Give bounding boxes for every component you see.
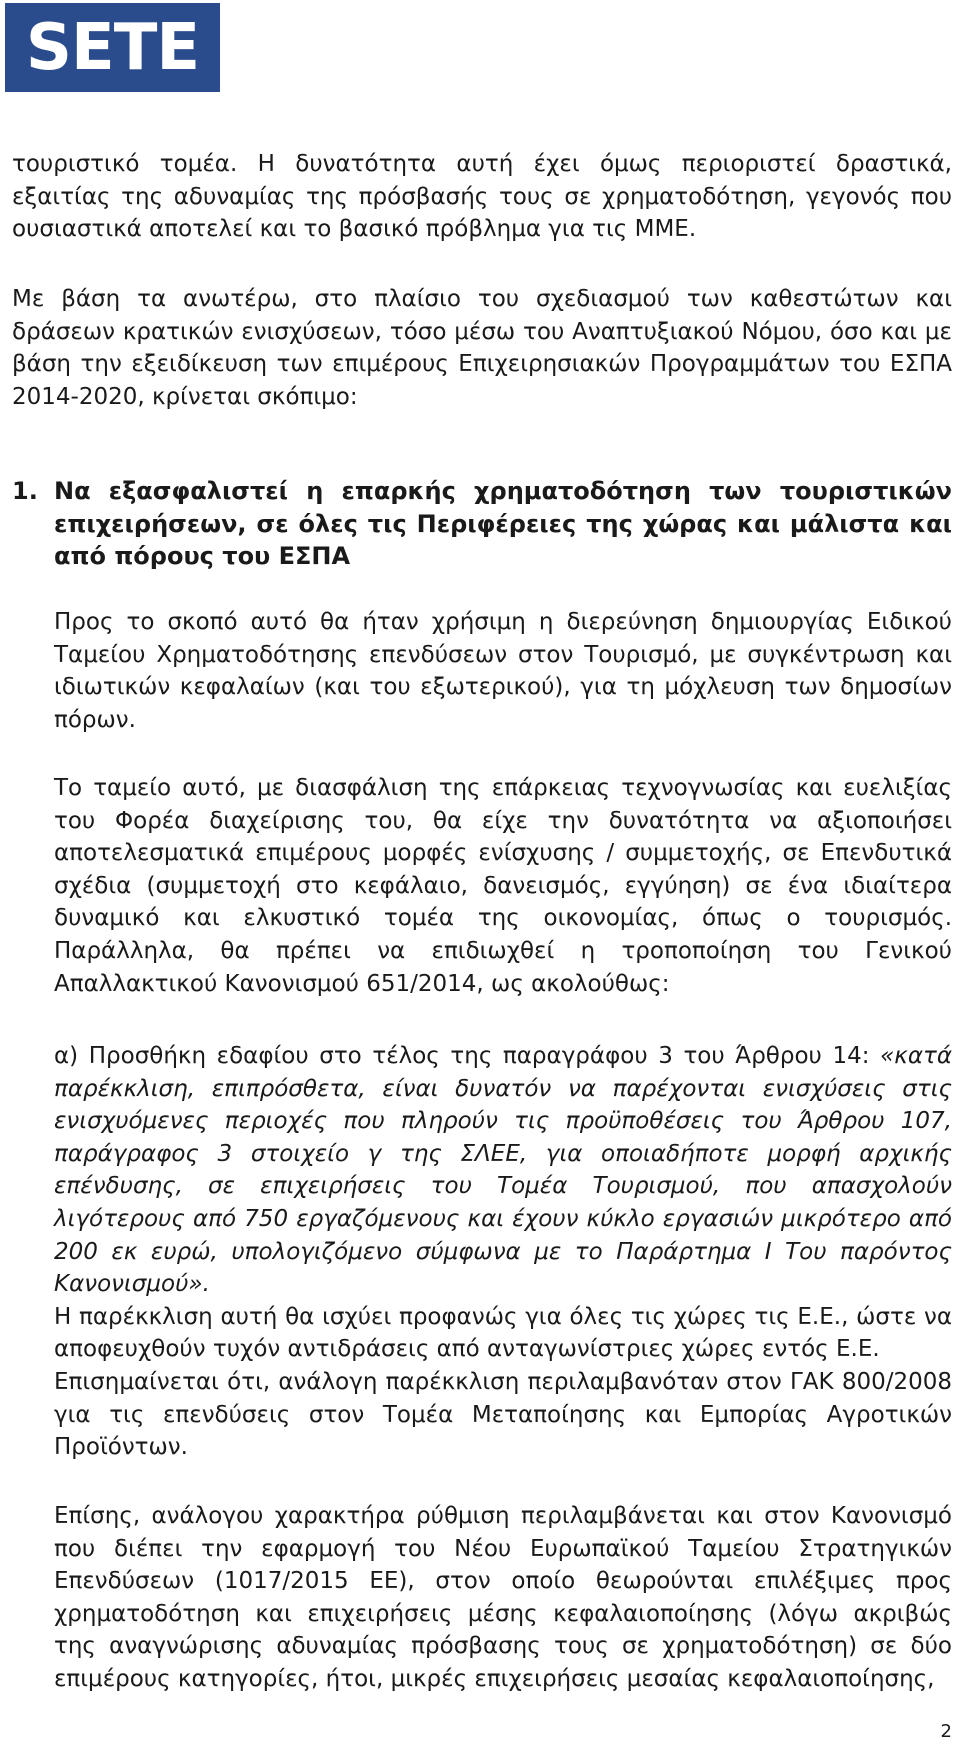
amendment-lead: α) Προσθήκη εδαφίου στο τέλος της παραγράφου 3 του Άρθρου 14: [54, 1043, 870, 1069]
amendment-note-precedent: Επισημαίνεται ότι, ανάλογη παρέκκλιση περιλαμβανόταν στον ΓΑΚ 800/2008 για τις επενδύσεις στον Τομέα Μεταποίησης και Εμπορίας Αγροτικών Προϊόντων. [54, 1368, 952, 1461]
page-number: 2 [940, 1721, 952, 1742]
paragraph-fund: Το ταμείο αυτό, με διασφάλιση της επάρκειας τεχνογνωσίας και ευελιξίας του Φορέα διαχείρισης του, θα είχε την δυνατότητα να αξιοποιήσει αποτελεσματικά επιμέρους μορφές ενίσχυσης / συμμετοχής, σε Επενδυτικά σχέδια (συμμετοχή στο κεφάλαιο, δανεισμός, εγγύηση) σε ένα ιδιαίτερα δυναμικό και ελκυστικό τομέα της οικονομίας, όπως ο τουρισμός. Παράλληλα, θα πρέπει να επιδιωχθεί η τροποποίηση του Γενικού Απαλλακτικού Κανονισμού 651/2014, ως ακολούθως: [54, 775, 952, 997]
amendment-note-scope: Η παρέκκλιση αυτή θα ισχύει προφανώς για όλες τις χώρες τις Ε.Ε., ώστε να αποφευχθούν τυχόν αντιδράσεις από ανταγωνίστριες χώρες εντός Ε.Ε. [54, 1303, 952, 1363]
amendment-block [54, 1040, 952, 1464]
paragraph-also: Επίσης, ανάλογου χαρακτήρα ρύθμιση περιλαμβάνεται και στον Κανονισμό που διέπει την εφαρμογή του Νέου Ευρωπαϊκού Ταμείου Στρατηγικών Επενδύσεων (1017/2015 ΕΕ), στον οποίο θεωρούνται επιλέξιμες προς χρηματοδότηση και επιχειρήσεις μέσης κεφαλαιοποίησης (λόγω ακριβώς της αναγνώρισης αδυναμίας πρόσβασης τους σε χρηματοδότηση) σε δύο επιμέρους κατηγορίες, ήτοι, μικρές επιχειρήσεις μεσαίας κεφαλαιοποίησης, [54, 1503, 952, 1692]
logo-text: SETE [25, 10, 200, 85]
paragraph-basis: Με βάση τα ανωτέρω, στο πλαίσιο του σχεδιασμού των καθεστώτων και δράσεων κρατικών ενισχύσεων, τόσο μέσω του Αναπτυξιακού Νόμου, όσο και με βάση την εξειδίκευση των επιμέρους Επιχειρησιακών Προγραμμάτων του ΕΣΠΑ 2014-2020, κρίνεται σκόπιμο: [12, 286, 952, 410]
paragraph-purpose: Προς το σκοπό αυτό θα ήταν χρήσιμη η διερεύνηση δημιουργίας Ειδικού Ταμείου Χρηματοδότησης επενδύσεων στον Τουρισμό, με συγκέντρωση και ιδιωτικών κεφαλαίων (και του εξωτερικού), για τη μόχλευση των δημοσίων πόρων. [54, 609, 952, 733]
section-number: 1. [12, 477, 38, 505]
amendment-quote: «κατά παρέκκλιση, επιπρόσθετα, είναι δυνατόν να παρέχονται ενισχύσεις στις ενισχυόμενες περιοχές που πληρούν τις προϋποθέσεις του Άρθρου 107, παράγραφος 3 στοιχείο γ της ΣΛΕΕ, για οποιαδήποτε μορφή αρχικής επένδυσης, σε επιχειρήσεις του Τομέα Τουρισμού, που απασχολούν λιγότερους από 750 εργαζόμενους και έχουν κύκλο εργασιών μικρότερο από 200 εκ ευρώ, υπολογιζόμενο σύμφωνα με το Παράρτημα Ι Του παρόντος Κανονισμού». [54, 1043, 952, 1298]
section-heading: Να εξασφαλιστεί η επαρκής χρηματοδότηση των τουριστικών επιχειρήσεων, σε όλες τις Περιφέρειες της χώρας και μάλιστα και από πόρους του ΕΣΠΑ [54, 477, 952, 571]
paragraph-intro: τουριστικό τομέα. Η δυνατότητα αυτή έχει όμως περιοριστεί δραστικά, εξαιτίας της αδυναμίας της πρόσβασής τους σε χρηματοδότηση, γεγονός που ουσιαστικά αποτελεί και το βασικό πρόβλημα για τις ΜΜΕ. [12, 151, 952, 243]
sete-logo [5, 3, 220, 92]
